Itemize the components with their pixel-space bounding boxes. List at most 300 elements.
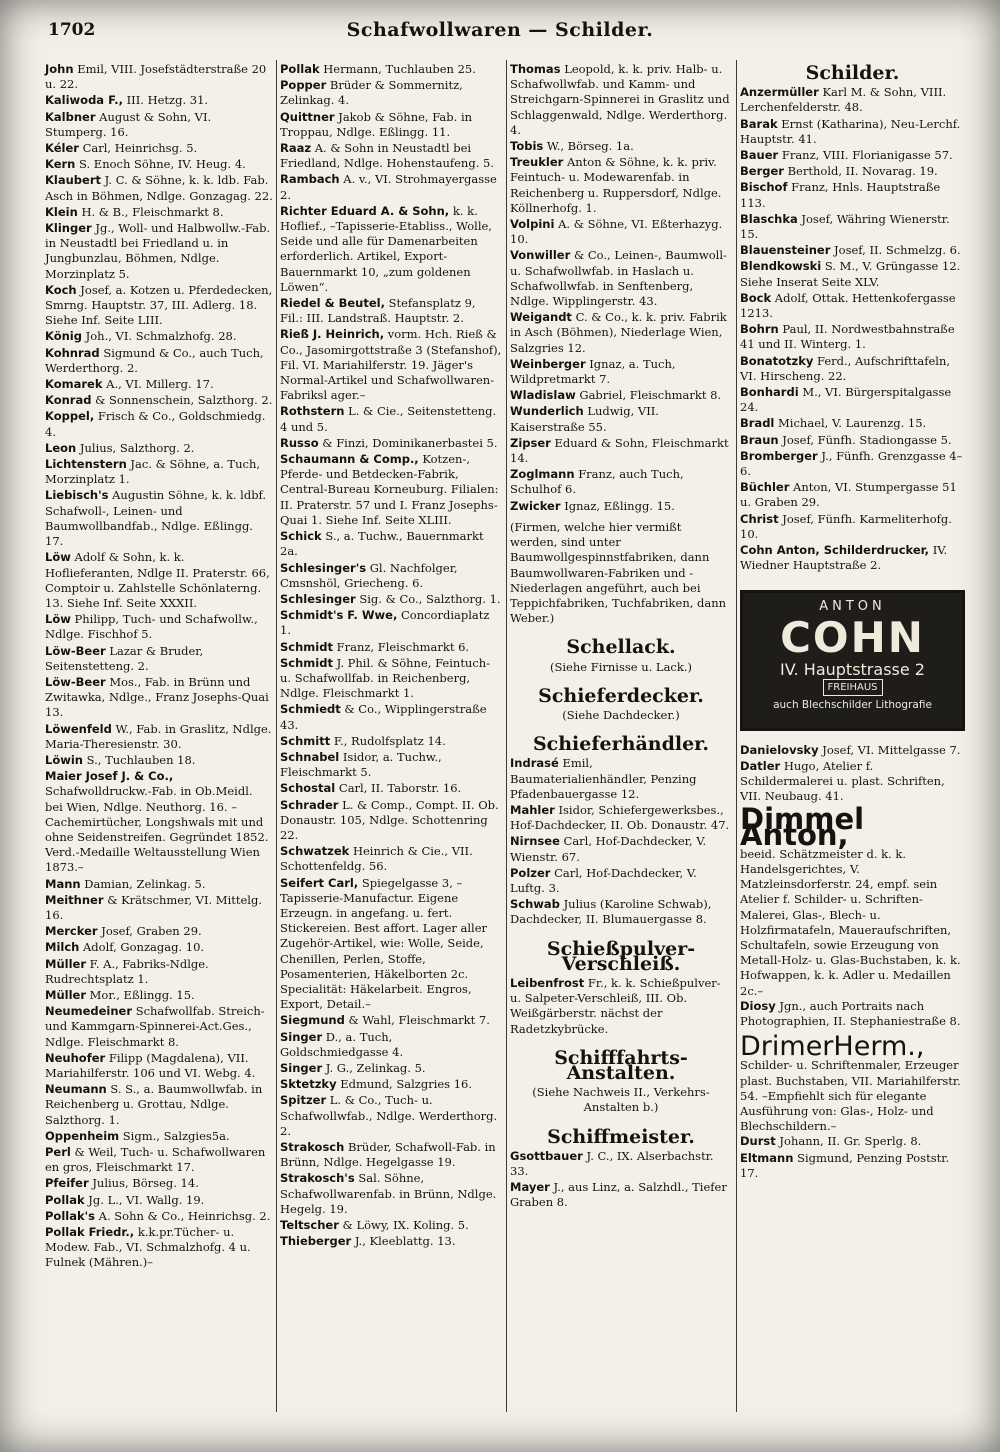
directory-entry [510, 388, 732, 403]
entry-name: Klaubert [45, 173, 102, 188]
entry-name: Blendkowski [740, 259, 822, 274]
dimmel-text: beeid. Schätzmeister d. k. k. Handelsgerichtes, V. Matzleinsdorferstr. 24, empf. sein Atelier f. Schilder- u. Schriften-Malerei, Glas-, Blech- u. Holzfirmatafeln, Maueraufschriften, Schultafeln, sowie Erzeugung von Metall-Holz- u. Glas-Buchstaben, k. k. Hofwappen, k. k. Adler u. Medaillen 2c.– [740, 846, 961, 998]
entry-name: Schmiedt [280, 702, 341, 717]
entry-details: Philipp, Tuch- und Schafwollw., Ndlge. Fischhof 5. [45, 612, 258, 642]
entry-details: Josef, Graben 29. [101, 924, 202, 939]
directory-entry [740, 543, 965, 573]
entry-name: Neumann [45, 1082, 107, 1097]
entry-details: J. Phil. & Söhne, Feintuch- u. Schafwollfab. in Reichenberg, Ndlge. Fleischmarkt 1. [280, 655, 491, 701]
entry-details: Frisch & Co., Goldschmiedg. 4. [45, 409, 266, 439]
directory-entry [740, 385, 965, 415]
directory-entry [280, 702, 502, 732]
directory-entry [45, 940, 273, 955]
entry-name: Spitzer [280, 1093, 327, 1108]
entry-name: Treukler [510, 155, 564, 170]
directory-entry [510, 217, 732, 247]
entry-details: Carl, Heinrichsg. 5. [82, 141, 198, 156]
directory-entry [510, 248, 732, 309]
entry-details: Brüder, Schafwoll-Fab. in Brünn, Ndlge. Hegelgasse 19. [280, 1140, 496, 1170]
directory-entry [45, 346, 273, 376]
entry-details: Sig. & Co., Salzthorg. 1. [359, 591, 501, 606]
column-4 [740, 62, 965, 1182]
entry-name: Müller [45, 987, 86, 1002]
entry-name: Schmidt [280, 655, 333, 670]
entry-details: & Co., Wipplingerstraße 43. [280, 702, 487, 732]
entry-details: Sigmund & Co., auch Tuch, Werderthorg. 2. [45, 345, 264, 375]
entry-name: Schlesinger [280, 591, 356, 606]
entry-details: Damian, Zelinkag. 5. [84, 876, 206, 891]
directory-entry [45, 753, 273, 768]
entry-name: Pollak [45, 1192, 85, 1207]
directory-entry [45, 409, 273, 439]
directory-entry [45, 1225, 273, 1271]
entry-name: Volpini [510, 217, 555, 232]
entry-name: Wunderlich [510, 404, 584, 419]
directory-entry [45, 93, 273, 108]
directory-entry [740, 1134, 965, 1149]
directory-entry [510, 976, 732, 1037]
entry-name: Kéler [45, 141, 79, 156]
entry-details: Michael, V. Laurenzg. 15. [778, 416, 927, 431]
entry-details: Josef, II. Schmelzg. 6. [834, 243, 961, 258]
directory-entry [740, 259, 965, 289]
ad-subtitle: auch Blechschilder Lithografie [773, 699, 932, 712]
directory-entry [45, 675, 273, 721]
directory-entry [740, 480, 965, 510]
entry-name: Eltmann [740, 1150, 794, 1165]
entry-name: Bock [740, 290, 772, 305]
entry-name: Bonatotzky [740, 353, 814, 368]
entry-details: k. k. Hoflief., –Tapisserie-Etabliss., Wolle, Seide und alle für Damenarbeiten erforderlich. Artikel, Export- Bauernmarkt 10, „zum goldenen Löwen“. [280, 203, 492, 294]
ad-firstname: ANTON [819, 598, 886, 614]
directory-entry [280, 781, 502, 796]
directory-entry [510, 834, 732, 864]
entry-details: Spiegelgasse 3, –Tapisserie-Manufactur. Eigene Erzeugn. in angefang. u. fert. Stickereien. Best affort. Lager aller Zugehör-Artikel, wie: Wolle, Seide, Chenillen, Perlen, Stoffe, Posamenterien, Häkelborten 2c. Specialität: Häkelarbeit. Engros, Export, Detail.– [280, 875, 488, 1012]
entry-details: & Sonnenschein, Salzthorg. 2. [95, 393, 273, 408]
entry-name: Blauensteiner [740, 243, 831, 258]
directory-entry [45, 441, 273, 456]
entry-name: Thomas [510, 62, 561, 76]
entry-name: Löw-Beer [45, 643, 106, 658]
directory-entry [280, 844, 502, 874]
directory-entry [45, 550, 273, 611]
directory-entry [45, 205, 273, 220]
entry-details: Josef, Fünfh. Karmeliterhofg. 10. [740, 511, 952, 541]
entry-name: Indrasé [510, 756, 559, 771]
entry-details: Adolf, Ottak. Hettenkofergasse 1213. [740, 290, 956, 321]
entry-details: Sal. Söhne, Schafwollwarenfab. in Brünn, Ndlge. Hegelg. 19. [280, 1171, 497, 1216]
entry-details: Heinrich & Cie., VII. Schottenfeldg. 56. [280, 844, 473, 874]
directory-entry [280, 110, 502, 140]
directory-entry [740, 433, 965, 448]
entry-details: Josef, VI. Mittelgasse 7. [822, 742, 961, 757]
entry-details: Concordiaplatz 1. [280, 608, 490, 638]
entry-details: S., Tuchlauben 18. [86, 752, 196, 767]
directory-entry [510, 139, 732, 154]
entry-details: Gabriel, Fleischmarkt 8. [579, 388, 722, 403]
directory-entry [510, 1149, 732, 1179]
directory-entry [45, 1145, 273, 1175]
entry-name: Wladislaw [510, 388, 576, 403]
entry-name: Pollak [280, 62, 320, 76]
entry-details: & Wahl, Fleischmarkt 7. [348, 1013, 490, 1028]
entry-details: Hugo, Atelier f. Schildermalerei u. plast. Schriften, VII. Neubaug. 41. [740, 758, 945, 804]
drimer-text: Schilder- u. Schriftenmaler, Erzeuger plast. Buchstaben, VII. Mariahilferstr. 54. –Empfiehlt sich für elegante Ausführung von: Glas-, Holz- und Blechschildern.– [740, 1058, 961, 1134]
entry-details: k.k.pr.Tücher- u. Modew. Fab., VI. Schmalzhofg. 4 u. Fulnek (Mähren.)– [45, 1225, 251, 1270]
entry-details: Isidor, Schiefergewerksbes., Hof-Dachdecker, II. Ob. Donaustr. 47. [510, 802, 730, 833]
entry-name: Siegmund [280, 1013, 345, 1028]
directory-entry [740, 180, 965, 210]
entry-name: Kaliwoda F., [45, 93, 123, 108]
entry-name: Büchler [740, 480, 790, 495]
directory-entry [45, 110, 273, 140]
entry-details: & Finzi, Dominikanerbastei 5. [322, 435, 498, 450]
directory-entry [45, 644, 273, 674]
entry-name: Liebisch's [45, 488, 109, 503]
directory-entry [280, 1093, 502, 1139]
directory-entry [510, 436, 732, 466]
entry-details: Ferd., Aufschrifttafeln, VI. Hirscheng. 22. [740, 353, 951, 383]
entry-name: Mayer [510, 1180, 550, 1195]
entry-name: Gsottbauer [510, 1148, 583, 1163]
column-1 [45, 62, 273, 1272]
entry-details: Schafwolldruckw.-Fab. in Ob.Meidl. bei Wien, Ndlge. Neuthorg. 16. –Cachemirtücher, Longshwals mit und ohne Seidenstreifen. Gegründet 1852. Verd.-Medaille Weltausstellung Wien 1873.– [45, 784, 269, 875]
entry-name: Schostal [280, 781, 336, 796]
directory-entry [45, 457, 273, 487]
section-heading-schiesspulver: Schießpulver-Verschleiß. [546, 937, 696, 975]
entry-details: F., Rudolfsplatz 14. [333, 733, 446, 748]
directory-entry [740, 291, 965, 321]
entry-name: Löwenfeld [45, 721, 112, 736]
directory-entry [280, 656, 502, 702]
section-heading-schellack: Schellack. [566, 636, 676, 659]
entry-details: Kotzen-, Pferde- und Betdecken-Fabrik, Central-Bureau Korneuburg. Filialen: II. Praterstr. 57 und I. Franz Josephs-Quai 1. Siehe Inf. Seite XLIII. [280, 452, 499, 527]
entry-details: Jakob & Söhne, Fab. in Troppau, Ndlge. Eßlingg. 11. [280, 109, 473, 139]
entry-name: Komarek [45, 377, 103, 392]
entry-details: Joh., VI. Schmalzhofg. 28. [85, 329, 237, 344]
entry-name: Leon [45, 440, 77, 455]
section-heading-schieferdecker: Schieferdecker. [538, 684, 704, 707]
ad-surname: COHN [780, 612, 925, 662]
entry-details: Hermann, Tuchlauben 25. [323, 62, 476, 76]
entry-name: Mercker [45, 924, 98, 939]
directory-entry [740, 243, 965, 258]
entry-details: A. v., VI. Strohmayergasse 2. [280, 172, 497, 202]
section-note-schellack: (Siehe Firnisse u. Lack.) [550, 659, 692, 674]
directory-entry [280, 62, 502, 77]
entry-name: Christ [740, 511, 779, 526]
entry-name: Schaumann & Comp., [280, 452, 419, 467]
directory-entry [45, 157, 273, 172]
drimer-heading: DrimerHerm., [740, 1031, 925, 1063]
entry-details: Ignaz, Eßlingg. 15. [564, 498, 675, 513]
directory-entry [45, 1193, 273, 1208]
entry-name: Mann [45, 876, 81, 891]
entry-name: Richter Eduard A. & Sohn, [280, 203, 450, 218]
entry-name: Barak [740, 116, 778, 131]
ad-freihaus: FREIHAUS [823, 679, 883, 696]
directory-entry [740, 85, 965, 115]
directory-entry [45, 877, 273, 892]
directory-entry [45, 769, 273, 875]
entry-details: Brüder & Sommernitz, Zelinkag. 4. [280, 78, 463, 108]
entry-details: III. Hetzg. 31. [126, 93, 209, 108]
ad-address: IV. Hauptstrasse 2 [780, 659, 925, 679]
entry-name: Rambach [280, 172, 340, 187]
entry-name: Pfeifer [45, 1176, 89, 1191]
entry-details: Anton, VI. Stumpergasse 51 u. Graben 29. [740, 480, 957, 510]
directory-entry [45, 488, 273, 549]
column-divider [736, 60, 737, 1412]
entry-details: August & Sohn, VI. Stumperg. 16. [45, 109, 212, 139]
directory-entry [740, 416, 965, 431]
directory-entry [45, 141, 273, 156]
entry-name: Koch [45, 282, 77, 297]
directory-entry [280, 640, 502, 655]
entry-name: Schmidt's F. Wwe, [280, 608, 398, 623]
entry-name: Schmitt [280, 733, 331, 748]
entry-name: Neuhofer [45, 1050, 106, 1065]
entry-details: Jgn., auch Portraits nach Photographien, II. Stephaniestraße 8. [740, 998, 961, 1028]
entry-details: S. M., V. Grüngasse 12. Siehe Inserat Seite XLV. [740, 259, 961, 289]
entry-name: John [45, 62, 74, 76]
entry-name: Meithner [45, 892, 104, 907]
entry-details: Filipp (Magdalena), VII. Mariahilferstr. 106 und VI. Webg. 4. [45, 1050, 256, 1080]
directory-entry [740, 322, 965, 352]
directory-entry [510, 310, 732, 356]
directory-entry [280, 404, 502, 434]
entry-name: Durst [740, 1134, 776, 1149]
directory-entry [280, 750, 502, 780]
entry-name: Diosy [740, 998, 776, 1013]
entry-details: & Krätschmer, VI. Mittelg. 16. [45, 892, 263, 922]
directory-entry [740, 117, 965, 147]
entry-name: Koppel, [45, 409, 95, 424]
entry-name: Löw-Beer [45, 674, 106, 689]
directory-entry [280, 1077, 502, 1092]
directory-entry [280, 78, 502, 108]
column-2 [280, 62, 502, 1250]
directory-entry [510, 866, 732, 896]
directory-entry [740, 449, 965, 479]
directory-entry [45, 377, 273, 392]
entry-name: Sktetzky [280, 1077, 337, 1092]
entry-details: Gl. Nachfolger, Cmsnshöl, Griecheng. 6. [280, 560, 458, 590]
entry-details: Carl, Hof-Dachdecker, V. Luftg. 3. [510, 865, 697, 895]
directory-entry [45, 1051, 273, 1081]
directory-entry [45, 988, 273, 1003]
page-header [30, 14, 970, 46]
directory-entry [740, 148, 965, 163]
entry-name: Klinger [45, 221, 92, 236]
directory-entry [280, 529, 502, 559]
directory-entry [45, 893, 273, 923]
entry-details: A., VI. Millerg. 17. [106, 377, 214, 392]
entry-name: Nirnsee [510, 834, 560, 849]
entry-name: Thieberger [280, 1234, 352, 1249]
entry-name: Kern [45, 157, 76, 172]
entry-details: A. & Sohn in Neustadtl bei Friedland, Ndlge. Hohenstaufeng. 5. [280, 141, 494, 171]
entry-name: Bonhardi [740, 385, 799, 400]
entry-name: Schnabel [280, 749, 340, 764]
directory-entry [740, 512, 965, 542]
entry-name: Maier Josef J. & Co., [45, 769, 174, 784]
entry-name: Blaschka [740, 211, 798, 226]
directory-entry [510, 756, 732, 802]
entry-name: Riedel & Beutel, [280, 296, 385, 311]
entry-name: Tobis [510, 139, 544, 154]
entry-name: Zoglmann [510, 467, 575, 482]
directory-entry [510, 62, 732, 138]
directory-entry [280, 1234, 502, 1249]
entry-name: Seifert Carl, [280, 875, 359, 890]
entry-name: Singer [280, 1029, 323, 1044]
entry-details: W., Fab. in Graslitz, Ndlge. Maria-Theresienstr. 30. [45, 721, 272, 751]
entry-details: Fr., k. k. Schießpulver- u. Salpeter-Verschleiß, III. Ob. Weißgärberstr. nächst der Radetzkybrücke. [510, 975, 721, 1036]
directory-entry [510, 467, 732, 497]
entry-name: Bischof [740, 180, 788, 195]
directory-entry [280, 436, 502, 451]
directory-entry [45, 957, 273, 987]
entry-details: A. Sohn & Co., Heinrichsg. 2. [98, 1208, 271, 1223]
entry-details: vorm. Hch. Rieß & Co., Jasomirgottstraße 3 (Stefanshof), Fil. VI. Mariahilferstr. 19. Jäger's Normal-Artikel und Schafwollwaren-Fabriksl ager.– [280, 327, 502, 403]
column-divider [276, 60, 277, 1412]
cross-reference-note: (Firmen, welche hier vermißt werden, sind unter Baumwollgespinnstfabriken, dann Baumwollwaren-Fabriken und -Niederlagen angeführt, auch bei Teppichfabriken, Tuchfabriken, dann Weber.) [510, 519, 727, 626]
entry-details: Julius (Karoline Schwab), Dachdecker, II. Blumauergasse 8. [510, 897, 712, 927]
entry-name: Milch [45, 940, 80, 955]
entry-name: König [45, 329, 82, 344]
section-note-schifffahrt: (Siehe Nachweis II., Verkehrs-Anstalten b.) [532, 1085, 710, 1115]
entry-details: Isidor, a. Tuchw., Fleischmarkt 5. [280, 749, 442, 780]
entry-name: Schrader [280, 797, 339, 812]
entry-name: Mahler [510, 802, 555, 817]
section-note-schieferdecker: (Siehe Dachdecker.) [562, 707, 680, 722]
directory-entry [280, 1061, 502, 1076]
entry-name: Bauer [740, 148, 779, 163]
directory-entry [280, 1218, 502, 1233]
entry-name: Polzer [510, 865, 551, 880]
entry-details: L. & Cie., Seitenstetteng. 4 und 5. [280, 404, 497, 434]
entry-name: Bohrn [740, 322, 779, 337]
directory-entry [45, 221, 273, 282]
directory-entry [280, 452, 502, 528]
entry-details: J. C., IX. Alserbachstr. 33. [510, 1148, 714, 1178]
entry-details: IV. Wiedner Hauptstraße 2. [740, 543, 948, 573]
entry-name: Teltscher [280, 1218, 339, 1233]
entry-name: Danielovsky [740, 742, 819, 757]
entry-details: Mor., Eßlingg. 15. [89, 987, 195, 1002]
entry-name: Anzermüller [740, 85, 819, 100]
directory-entry [45, 1082, 273, 1128]
directory-entry [45, 924, 273, 939]
entry-name: Braun [740, 432, 779, 447]
entry-details: Josef, Währing Wienerstr. 15. [740, 211, 950, 242]
directory-entry [280, 608, 502, 638]
entry-name: Löw [45, 550, 71, 565]
entry-details: Franz, VIII. Florianigasse 57. [781, 148, 953, 163]
entry-name: Quittner [280, 109, 335, 124]
directory-entry [45, 1209, 273, 1224]
section-heading-schiffmeister: Schiffmeister. [547, 1125, 695, 1148]
entry-details: L. & Co., Tuch- u. Schafwollwfab., Ndlge. Werderthorg. 2. [280, 1093, 498, 1138]
entry-name: Datler [740, 758, 781, 773]
directory-entry [45, 722, 273, 752]
entry-details: L. & Comp., Compt. II. Ob. Donaustr. 105, Ndlge. Schottenring 22. [280, 797, 499, 842]
entry-details: Julius, Salzthorg. 2. [79, 440, 195, 455]
directory-entry [280, 327, 502, 403]
entry-details: S. Enoch Söhne, IV. Heug. 4. [79, 157, 246, 172]
directory-entry [740, 1151, 965, 1181]
entry-name: Schlesinger's [280, 560, 367, 575]
entry-details: Anton & Söhne, k. k. priv. Feintuch- u. Modewarenfab. in Reichenberg u. Ruppersdorf, Ndlge. Köllnerhofg. 1. [510, 155, 722, 215]
entry-name: Rothstern [280, 404, 345, 419]
directory-entry [280, 172, 502, 202]
entry-name: Singer [280, 1061, 323, 1075]
entry-details: Ignaz, a. Tuch, Wildpretmarkt 7. [510, 356, 676, 387]
entry-details: & Löwy, IX. Koling. 5. [342, 1218, 469, 1233]
directory-entry [280, 734, 502, 749]
entry-name: Bradl [740, 416, 775, 431]
directory-entry [280, 1171, 502, 1217]
entry-name: Neumedeiner [45, 1004, 133, 1019]
entry-details: Emil, Baumaterialienhändler, Penzing Pfadenbauergasse 12. [510, 756, 697, 801]
entry-name: Strakosch's [280, 1171, 355, 1186]
entry-name: Rieß J. Heinrich, [280, 327, 385, 342]
entry-details: Leopold, k. k. priv. Halb- u. Schafwollwfab. und Kamm- und Streichgarn-Spinnerei in Graslitz und Schlaggenwald, Ndlge. Werderthorg. 4. [510, 62, 730, 137]
entry-details: J., Kleeblattg. 13. [354, 1234, 456, 1249]
entry-name: Schick [280, 529, 322, 544]
entry-details: Josef, Fünfh. Stadiongasse 5. [782, 432, 952, 447]
directory-entry [45, 173, 273, 203]
entry-details: Schafwollfab. Streich- und Kammgarn-Spinnerei-Act.Ges., Ndlge. Fleischmarkt 8. [45, 1004, 265, 1049]
directory-entry [510, 357, 732, 387]
entry-name: Löw [45, 612, 71, 627]
entry-details: Jg., Woll- und Halbwollw.-Fab. in Neustadtl bei Friedland u. in Jungbunzlau, Böhmen, Ndlge. Morzinplatz 5. [45, 221, 271, 281]
entry-name: Cohn Anton, Schilderdrucker, [740, 543, 930, 558]
directory-entry [740, 743, 965, 758]
entry-name: Zwicker [510, 498, 561, 513]
directory-entry [280, 1140, 502, 1170]
entry-details: Emil, VIII. Josefstädterstraße 20 u. 22. [45, 62, 267, 92]
entry-details: Edmund, Salzgries 16. [340, 1077, 473, 1092]
directory-entry [280, 1030, 502, 1060]
entry-details: F. A., Fabriks-Ndlge. Rudrechtsplatz 1. [45, 956, 209, 986]
cohn-advertisement [740, 590, 965, 731]
section-heading-schieferhaendler: Schieferhändler. [532, 733, 710, 756]
directory-entry [45, 283, 273, 329]
entry-details: D., a. Tuch, Goldschmiedgasse 4. [280, 1029, 404, 1059]
entry-details: Stefansplatz 9, Fil.: III. Landstraß. Hauptstr. 2. [280, 296, 476, 326]
entry-details: S. S., a. Baumwollwfab. in Reichenberg u. Grottau, Ndlge. Salzthorg. 1. [45, 1082, 263, 1127]
entry-details: Eduard & Sohn, Fleischmarkt 14. [510, 435, 729, 466]
entry-details: & Co., Leinen-, Baumwoll- u. Schafwollwfab. in Haslach u. Schafwollwfab. in Senftenberg, Ndlge. Wipplingerstr. 43. [510, 248, 727, 309]
column-3 [510, 62, 732, 1212]
entry-name: Konrad [45, 393, 92, 408]
entry-details: Lazar & Bruder, Seitenstetteng. 2. [45, 643, 204, 673]
entry-name: Pollak Friedr., [45, 1225, 135, 1240]
dimmel-heading: Dimmel Anton, [740, 802, 865, 852]
entry-name: Russo [280, 435, 319, 450]
entry-details: Sigmund, Penzing Poststr. 17. [740, 1150, 950, 1180]
entry-details: Julius, Börseg. 14. [92, 1176, 199, 1191]
directory-entry [45, 1129, 273, 1144]
directory-entry [510, 404, 732, 434]
entry-details: Carl, Hof-Dachdecker, V. Wienstr. 67. [510, 834, 707, 864]
entry-details: W., Börseg. 1a. [546, 139, 634, 154]
section-heading-schifffahrt: Schifffahrts-Anstalten. [554, 1046, 688, 1084]
page-title: Schafwollwaren — Schilder. [346, 19, 654, 41]
column-divider [506, 60, 507, 1412]
